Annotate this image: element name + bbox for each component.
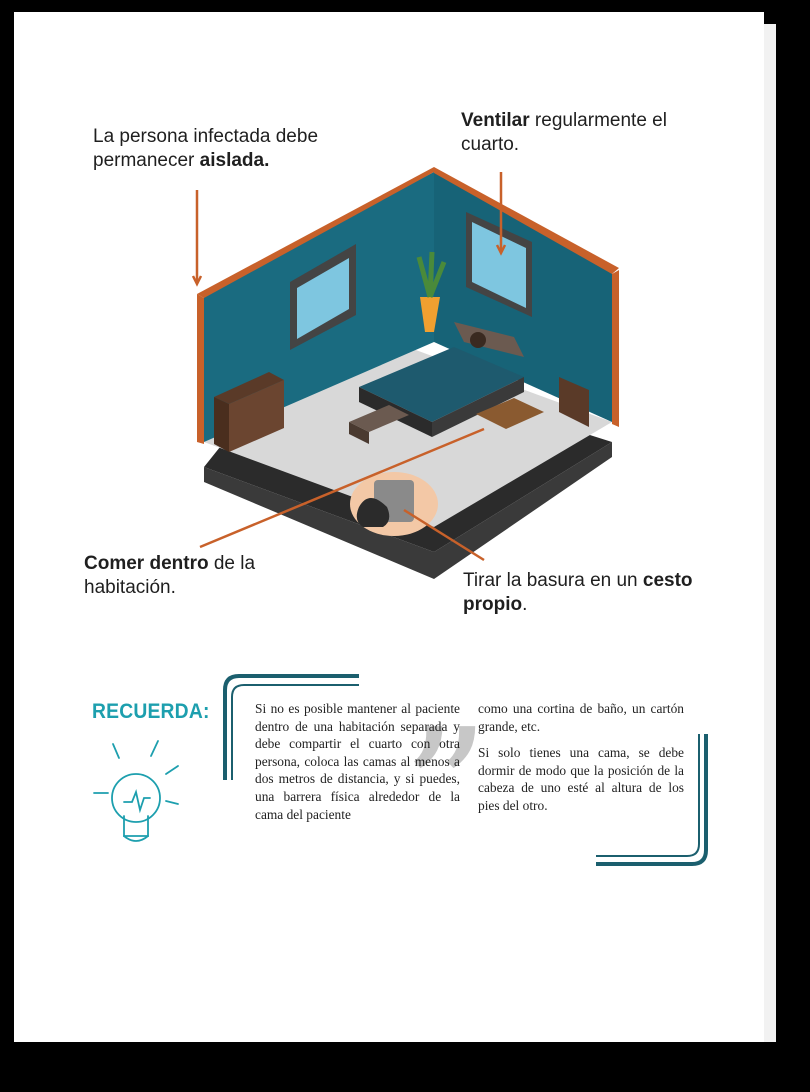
quote-icon: ” — [402, 693, 489, 891]
lightbulb-icon — [86, 736, 196, 854]
reminder-text-2: como una cortina de baño, un cartón grande, etc. — [478, 701, 684, 734]
reminder-text-1: Si no es posible mantener al paciente dentro de una habitación separada y debe compartir el cuarto con otra persona, coloca las camas al menos a dos metros de distancia, y si puedes, una barrera física alrededor de la cama del paciente — [255, 701, 460, 822]
callout-eat-inside: Comer dentro de la habitación. — [84, 553, 256, 598]
document-page — [14, 12, 764, 1042]
reminder-title: RECUERDA: — [92, 700, 210, 723]
callout-isolated: La persona infectada debe permanecer aislada. — [93, 126, 319, 171]
reminder-column-2 — [478, 700, 684, 824]
callout-trash: Tirar la basura en un cesto propio. — [463, 570, 693, 615]
reminder-column-1 — [255, 700, 460, 823]
reminder-text-3: Si solo tienes una cama, se debe dormir de modo que la posición de la cabeza de uno esté al altura de los pies del otro. — [478, 745, 684, 813]
callout-ventilate: Ventilar regularmente el cuarto. — [461, 110, 667, 155]
